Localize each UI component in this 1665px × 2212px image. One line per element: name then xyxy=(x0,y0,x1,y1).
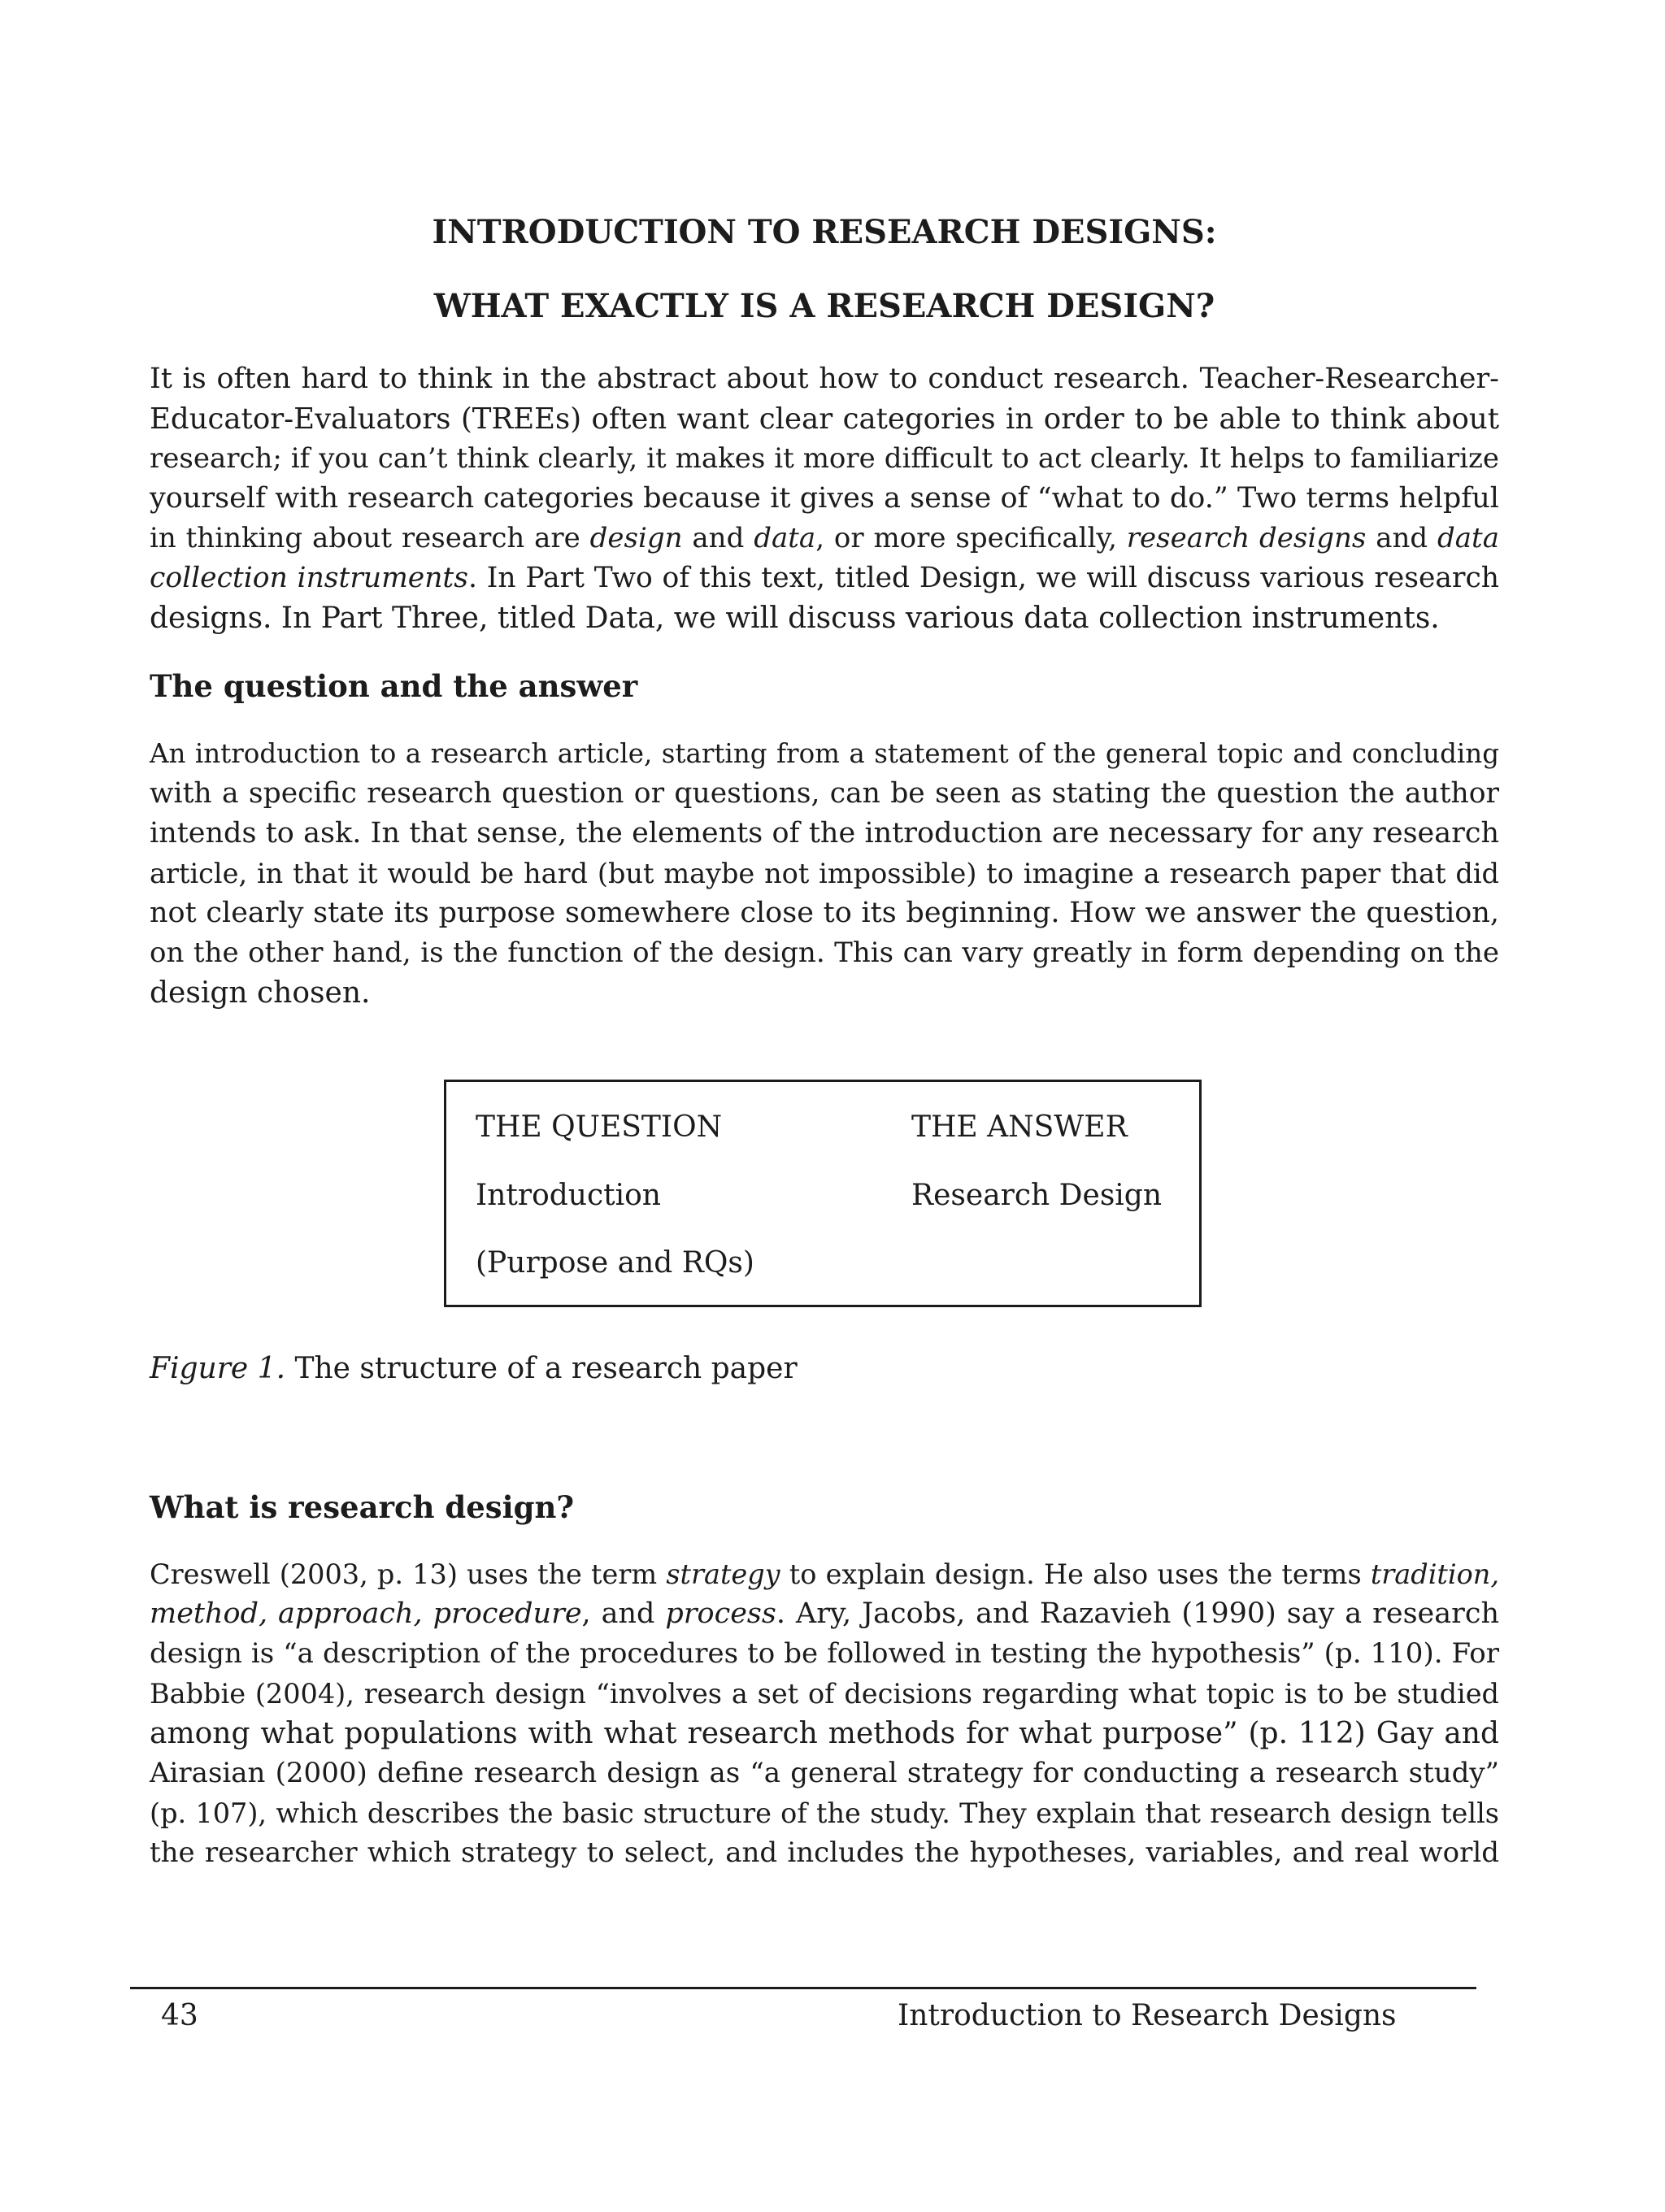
section-heading-question-answer: The question and the answer xyxy=(150,668,638,704)
text-line: designs. In Part Three, titled Data, we will discuss various data collection instruments. xyxy=(150,602,1440,635)
text-line: Creswell (2003, p. 13) uses the term strategy to explain design. He also uses the terms tradition, xyxy=(150,1558,1500,1590)
text-line: collection instruments. In Part Two of this text, titled Design, we will discuss various research xyxy=(150,562,1499,594)
text-line: the researcher which strategy to select, and includes the hypotheses, variables, and real world xyxy=(150,1836,1499,1869)
text-line: on the other hand, is the function of the design. This can vary greatly in form depending on the xyxy=(150,937,1499,969)
text-line: Educator-Evaluators (TREEs) often want clear categories in order to be able to think about xyxy=(150,402,1499,436)
text-line: in thinking about research are design and data, or more specifically, research designs and data xyxy=(150,522,1499,554)
text-line: intends to ask. In that sense, the elements of the introduction are necessary for any research xyxy=(150,817,1499,850)
text-line: design chosen. xyxy=(150,976,371,1010)
figure-answer-research-design: Research Design xyxy=(911,1179,1163,1212)
text-line: research; if you can’t think clearly, it makes it more difficult to act clearly. It helps to familiarize xyxy=(150,442,1499,475)
paragraph-intro xyxy=(150,359,1499,638)
text-line: article, in that it would be hard (but maybe not impossible) to imagine a research paper that did xyxy=(150,858,1499,889)
text-line: with a specific research question or questions, can be seen as stating the question the author xyxy=(150,777,1499,810)
page-title-line-2: WHAT EXACTLY IS A RESEARCH DESIGN? xyxy=(433,287,1215,325)
text-line: not clearly state its purpose somewhere close to its beginning. How we answer the question, xyxy=(150,897,1499,929)
page-title-line-1: INTRODUCTION TO RESEARCH DESIGNS: xyxy=(432,213,1217,251)
text-line: An introduction to a research article, starting from a statement of the general topic and concluding xyxy=(150,738,1499,769)
running-footer-title: Introduction to Research Designs xyxy=(898,1999,1397,2032)
footer-divider xyxy=(130,1987,1476,1989)
text-line: Airasian (2000) define research design as “a general strategy for conducting a research study” xyxy=(150,1757,1499,1789)
text-line: Babbie (2004), research design “involves a set of decisions regarding what topic is to be studied xyxy=(150,1678,1499,1710)
figure-caption: Figure 1. The structure of a research paper xyxy=(150,1352,798,1385)
figure-question-header: THE QUESTION xyxy=(476,1110,723,1144)
text-line: method, approach, procedure, and process. Ary, Jacobs, and Razavieh (1990) say a research xyxy=(150,1597,1499,1630)
figure-question-purpose: (Purpose and RQs) xyxy=(476,1246,754,1280)
paragraph-research-design xyxy=(150,1554,1499,1873)
text-line: yourself with research categories because it gives a sense of “what to do.” Two terms helpful xyxy=(150,482,1499,515)
text-line: (p. 107), which describes the basic structure of the study. They explain that research design tells xyxy=(150,1797,1499,1829)
figure-structure-box xyxy=(444,1080,1202,1307)
section-heading-what-is-research-design: What is research design? xyxy=(150,1489,575,1525)
text-line: among what populations with what research methods for what purpose” (p. 112) Gay and xyxy=(150,1717,1499,1750)
text-line: design is “a description of the procedures to be followed in testing the hypothesis” (p. 110). For xyxy=(150,1637,1499,1670)
figure-question-introduction: Introduction xyxy=(476,1179,661,1212)
figure-answer-header: THE ANSWER xyxy=(911,1110,1128,1144)
text-line: It is often hard to think in the abstract about how to conduct research. Teacher-Researcher- xyxy=(150,363,1499,395)
paragraph-question-answer xyxy=(150,734,1499,1013)
page-number: 43 xyxy=(161,1999,198,2032)
